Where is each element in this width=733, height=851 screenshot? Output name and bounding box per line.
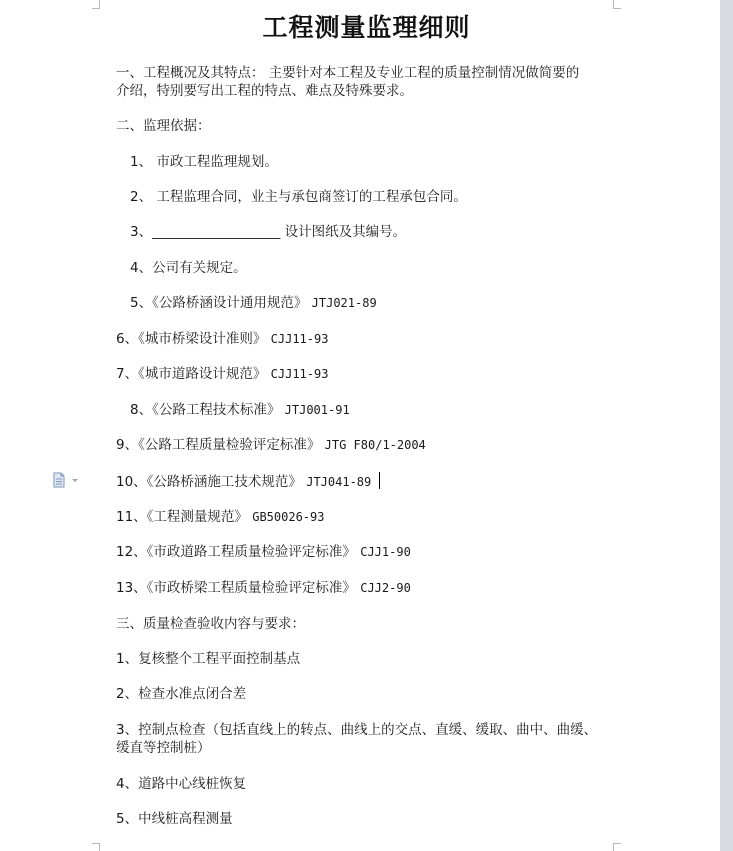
crop-mark-bottom-left-h [92,843,100,844]
standard-code: GB50026-93 [252,510,325,524]
crop-mark-top-right [613,0,614,8]
list-item: 3、控制点检查（包括直线上的转点、曲线上的交点、直缓、缓取、曲中、曲缓、 [116,722,598,738]
list-item: 12、《市政道路工程质量检验评定标准》 CJJ1-90 [116,544,411,560]
section2-heading: 二、监理依据： [116,118,211,134]
list-item: 8、《公路工程技术标准》 JTJ001-91 [130,402,350,418]
list-item: 5、中线桩高程测量 [116,811,233,827]
standard-code: CJJ2-90 [360,581,411,595]
list-item: 2、检查水准点闭合差 [116,686,247,702]
section1-line2: 介绍，特别要写出工程的特点、难点及特殊要求。 [116,83,413,99]
crop-mark-top-left [99,0,100,8]
list-item-continuation: 缓直等控制桩） [116,740,211,756]
list-item: 7、《城市道路设计规范》 CJJ11-93 [116,366,329,382]
section1-line1: 一、工程概况及其特点： 主要针对本工程及专业工程的质量控制情况做简要的 [116,65,580,81]
crop-mark-bottom-right [613,843,614,851]
standard-code: CJJ1-90 [360,545,411,559]
standard-code: JTG F80/1-2004 [324,438,426,452]
section3-heading: 三、质量检查验收内容与要求： [116,616,305,632]
crop-mark-bottom-right-h [613,843,621,844]
list-item: 9、《公路工程质量检验评定标准》 JTG F80/1-2004 [116,437,426,453]
workspace-gutter [720,0,733,851]
standard-code: JTJ041-89 [306,475,372,489]
list-item: 3、___________________ 设计图纸及其编号。 [130,224,407,240]
list-item-active[interactable]: 10、《公路桥涵施工技术规范》 JTJ041-89 [116,472,380,491]
crop-mark-bottom-left [99,843,100,851]
list-item: 6、《城市桥梁设计准则》 CJJ11-93 [116,331,329,347]
standard-code: JTJ001-91 [284,403,350,417]
standard-code: JTJ021-89 [311,296,377,310]
document-icon[interactable] [52,472,82,488]
document-title: 工程测量监理细则 [262,13,471,42]
list-item: 13、《市政桥梁工程质量检验评定标准》 CJJ2-90 [116,580,411,596]
standard-code: CJJ11-93 [270,332,329,346]
text-cursor [379,472,380,489]
list-item: 4、道路中心线桩恢复 [116,776,247,792]
list-item: 11、《工程测量规范》 GB50026-93 [116,509,325,525]
list-item: 2、 工程监理合同，业主与承包商签订的工程承包合同。 [130,189,467,205]
list-item: 5、《公路桥涵设计通用规范》 JTJ021-89 [130,295,377,311]
list-item: 1、 市政工程监理规划。 [130,154,278,170]
standard-code: CJJ11-93 [270,367,329,381]
list-item: 1、复核整个工程平面控制基点 [116,651,301,667]
list-item: 4、公司有关规定。 [130,260,247,276]
chevron-down-icon [72,479,78,482]
